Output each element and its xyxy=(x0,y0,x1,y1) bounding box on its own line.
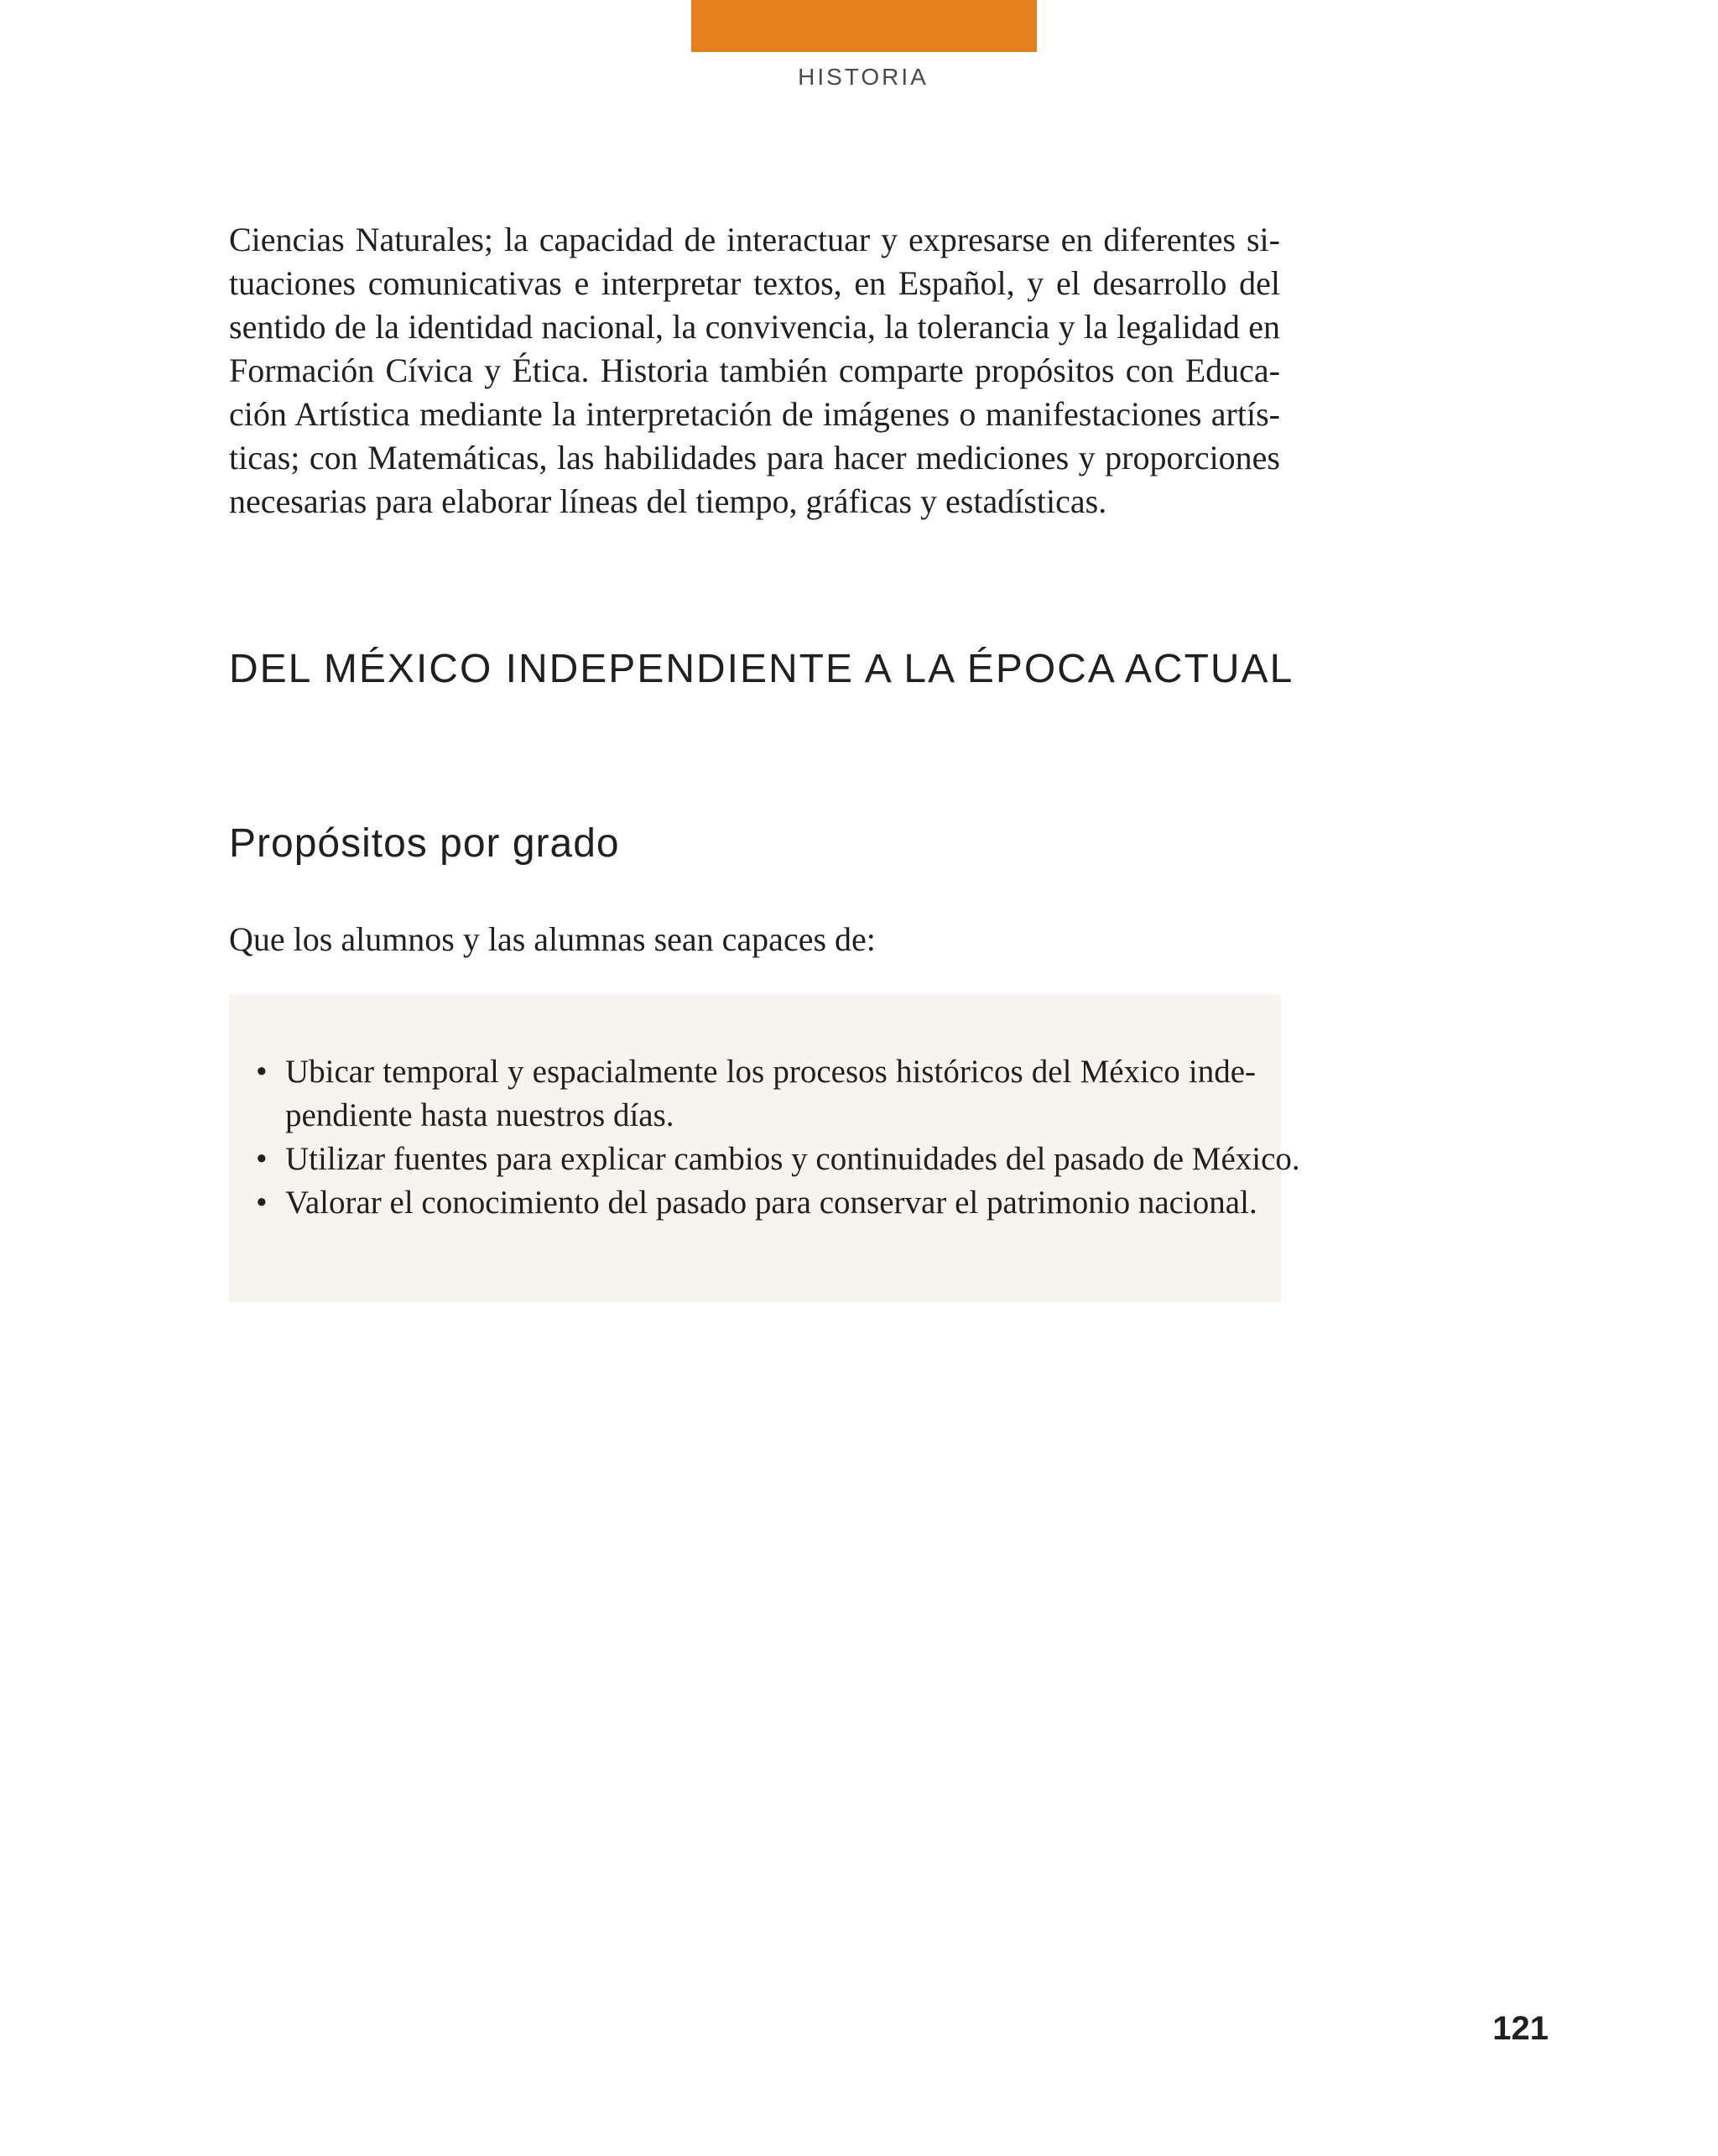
header-color-tab xyxy=(691,0,1037,52)
body-line: ción Artística mediante la interpretación de imágenes o manifestaciones artís- xyxy=(229,395,1280,433)
purpose-item xyxy=(256,1138,1300,1181)
body-line: ticas; con Matemáticas, las habilidades para hacer mediciones y proporciones xyxy=(229,439,1280,477)
body-line: tuaciones comunicativas e interpretar textos, en Español, y el desarrollo del xyxy=(229,264,1280,302)
purpose-line: Valorar el conocimiento del pasado para conservar el patrimonio nacional. xyxy=(285,1185,1257,1221)
bullet-icon: • xyxy=(256,1054,268,1090)
purpose-line: Ubicar temporal y espacialmente los procesos históricos del México inde- xyxy=(285,1054,1256,1090)
purposes-list xyxy=(256,1050,1300,1225)
section-heading: DEL MÉXICO INDEPENDIENTE A LA ÉPOCA ACTUAL xyxy=(229,647,1294,691)
purposes-subheading: Propósitos por grado xyxy=(229,821,620,866)
body-line: Formación Cívica y Ética. Historia también comparte propósitos con Educa- xyxy=(229,352,1280,389)
body-line: sentido de la identidad nacional, la convivencia, la tolerancia y la legalidad en xyxy=(229,308,1280,346)
bullet-icon: • xyxy=(256,1185,268,1221)
body-line: necesarias para elaborar líneas del tiempo, gráficas y estadísticas. xyxy=(229,482,1107,520)
body-line: Ciencias Naturales; la capacidad de interactuar y expresarse en diferentes si- xyxy=(229,221,1280,258)
purpose-item xyxy=(256,1050,1256,1138)
purpose-line: pendiente hasta nuestros días. xyxy=(285,1097,674,1133)
page-number: 121 xyxy=(1492,2010,1549,2047)
purpose-item xyxy=(256,1181,1256,1225)
purposes-intro: Que los alumnos y las alumnas sean capaces de: xyxy=(229,920,876,958)
running-head: HISTORIA xyxy=(798,64,929,90)
body-paragraph xyxy=(229,218,1280,523)
bullet-icon: • xyxy=(256,1141,268,1177)
purpose-line: Utilizar fuentes para explicar cambios y continuidades del pasado de México. xyxy=(285,1141,1300,1177)
purposes-box xyxy=(229,995,1300,1302)
